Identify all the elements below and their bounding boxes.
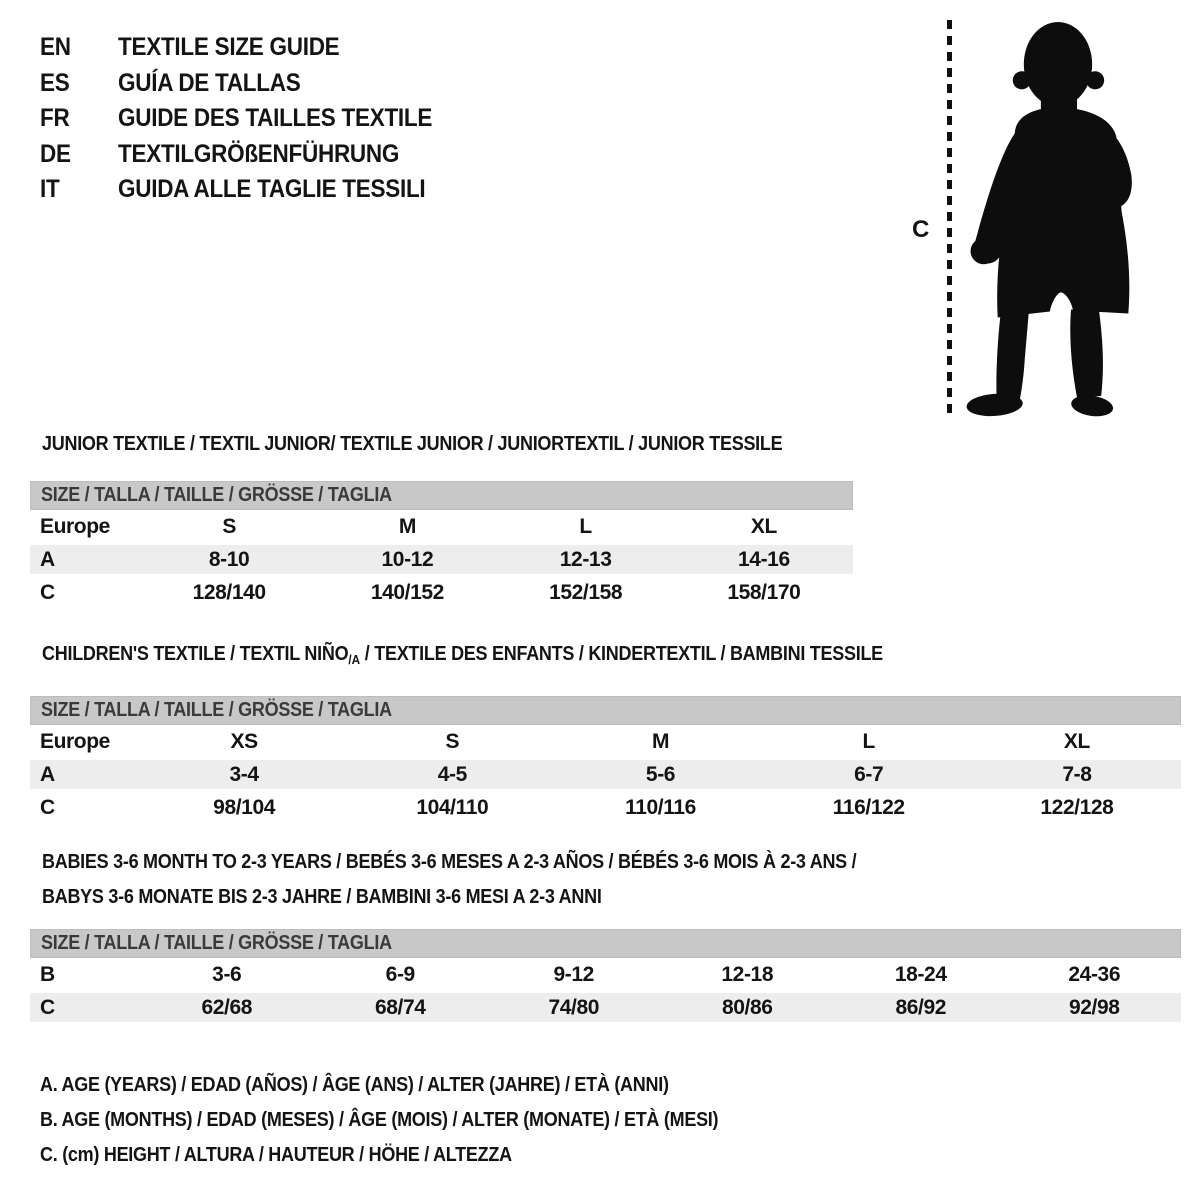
row-label: Europe xyxy=(40,730,110,753)
age-cell: 7-8 xyxy=(1062,763,1092,786)
legend-block xyxy=(40,1068,794,1173)
table-row-height xyxy=(30,576,853,609)
height-cell: 86/92 xyxy=(895,996,947,1019)
table-row-height xyxy=(30,991,1181,1024)
title-de: TEXTILGRÖßENFÜHRUNG xyxy=(118,139,400,168)
age-cell: 12-13 xyxy=(559,548,612,571)
toddler-silhouette-image xyxy=(962,12,1168,424)
section-heading-line1: BABIES 3-6 MONTH TO 2-3 YEARS / BEBÉS 3-6 MESES A 2-3 AÑOS / BÉBÉS 3-6 MOIS À 2-3 ANS / xyxy=(42,851,857,873)
row-label: Europe xyxy=(40,515,110,538)
size-bar-label: SIZE / TALLA / TAILLE / GRÖSSE / TAGLIA xyxy=(41,484,392,506)
months-cell: 18-24 xyxy=(894,963,947,986)
height-cell: 122/128 xyxy=(1040,796,1114,819)
title-it: GUIDA ALLE TAGLIE TESSILI xyxy=(118,175,426,203)
height-measure-label: C xyxy=(912,216,930,243)
section-heading-subscript: /A xyxy=(348,652,361,667)
language-row xyxy=(40,30,467,66)
size-cell: S xyxy=(445,730,460,753)
height-cell: 92/98 xyxy=(1068,996,1120,1019)
section-heading: / TEXTILE DES ENFANTS / KINDERTEXTIL / BAMBINI TESSILE xyxy=(360,643,883,665)
age-cell: 3-4 xyxy=(229,763,259,786)
age-cell: 4-5 xyxy=(437,763,467,786)
height-cell: 74/80 xyxy=(548,996,600,1019)
height-cell: 158/170 xyxy=(727,581,801,604)
row-label: C xyxy=(40,996,55,1019)
size-cell: S xyxy=(222,515,236,538)
section-babies-textile xyxy=(30,845,1181,1024)
age-cell: 8-10 xyxy=(208,548,250,571)
months-cell: 12-18 xyxy=(721,963,774,986)
age-cell: 5-6 xyxy=(645,763,676,786)
row-label: C xyxy=(40,796,55,819)
section-heading: JUNIOR TEXTILE / TEXTIL JUNIOR/ TEXTILE JUNIOR / JUNIORTEXTIL / JUNIOR TESSILE xyxy=(42,433,783,455)
table-row-height xyxy=(30,791,1181,824)
language-row xyxy=(40,137,467,173)
size-cell: L xyxy=(579,515,592,538)
size-bar-label: SIZE / TALLA / TAILLE / GRÖSSE / TAGLIA xyxy=(41,699,392,721)
height-cell: 128/140 xyxy=(192,581,266,604)
row-label: B xyxy=(40,963,55,986)
legend-age-months: B. AGE (MONTHS) / EDAD (MESES) / ÂGE (MOIS) / ALTER (MONATE) / ETÀ (MESI) xyxy=(40,1109,719,1131)
size-cell: M xyxy=(398,515,416,538)
months-cell: 9-12 xyxy=(553,963,594,986)
age-cell: 6-7 xyxy=(854,763,884,786)
height-cell: 98/104 xyxy=(213,796,276,819)
title-fr: GUIDE DES TAILLES TEXTILE xyxy=(118,104,433,132)
row-label: A xyxy=(40,548,55,571)
section-heading-line2: BABYS 3-6 MONATE BIS 2-3 JAHRE / BAMBINI 3-6 MESI A 2-3 ANNI xyxy=(42,886,602,908)
table-row-age xyxy=(30,543,853,576)
months-cell: 6-9 xyxy=(385,963,415,986)
table-row-europe xyxy=(30,510,853,543)
title-es: GUÍA DE TALLAS xyxy=(118,68,301,97)
age-cell: 10-12 xyxy=(381,548,434,571)
height-cell: 104/110 xyxy=(416,796,489,819)
months-cell: 3-6 xyxy=(212,963,242,986)
legend-height: C. (cm) HEIGHT / ALTURA / HAUTEUR / HÖHE / ALTEZZA xyxy=(40,1144,512,1166)
height-cell: 80/86 xyxy=(721,996,773,1019)
age-cell: 14-16 xyxy=(738,548,790,571)
legend-age-years: A. AGE (YEARS) / EDAD (AÑOS) / ÂGE (ANS) / ALTER (JAHRE) / ETÀ (ANNI) xyxy=(40,1074,669,1096)
height-cell: 62/68 xyxy=(201,996,253,1019)
language-title-block xyxy=(40,30,467,208)
table-row-age xyxy=(30,758,1181,791)
height-cell: 68/74 xyxy=(374,996,426,1019)
section-heading: CHILDREN'S TEXTILE / TEXTIL NIÑO xyxy=(42,643,349,665)
size-cell: L xyxy=(862,730,875,753)
language-row xyxy=(40,172,467,208)
language-code: FR xyxy=(40,104,70,132)
height-measure-line xyxy=(947,20,952,418)
row-label: C xyxy=(40,581,55,604)
language-code: DE xyxy=(40,139,71,168)
height-cell: 110/116 xyxy=(625,796,696,819)
table-row-europe xyxy=(30,725,1181,758)
size-cell: XL xyxy=(750,515,777,538)
height-cell: 140/152 xyxy=(370,581,444,604)
size-cell: M xyxy=(651,730,670,753)
language-code: IT xyxy=(40,175,60,203)
language-code: ES xyxy=(40,68,70,97)
size-cell: XL xyxy=(1063,730,1090,753)
section-junior-textile xyxy=(30,433,853,609)
height-cell: 152/158 xyxy=(549,581,623,604)
size-bar-label: SIZE / TALLA / TAILLE / GRÖSSE / TAGLIA xyxy=(41,932,392,954)
title-en: TEXTILE SIZE GUIDE xyxy=(118,33,340,61)
section-childrens-textile xyxy=(30,643,1181,824)
language-row xyxy=(40,66,467,102)
row-label: A xyxy=(40,763,55,786)
language-code: EN xyxy=(40,33,71,61)
height-cell: 116/122 xyxy=(832,796,905,819)
table-row-months xyxy=(30,958,1181,991)
months-cell: 24-36 xyxy=(1068,963,1121,986)
size-cell: XS xyxy=(230,730,258,753)
language-row xyxy=(40,101,467,137)
